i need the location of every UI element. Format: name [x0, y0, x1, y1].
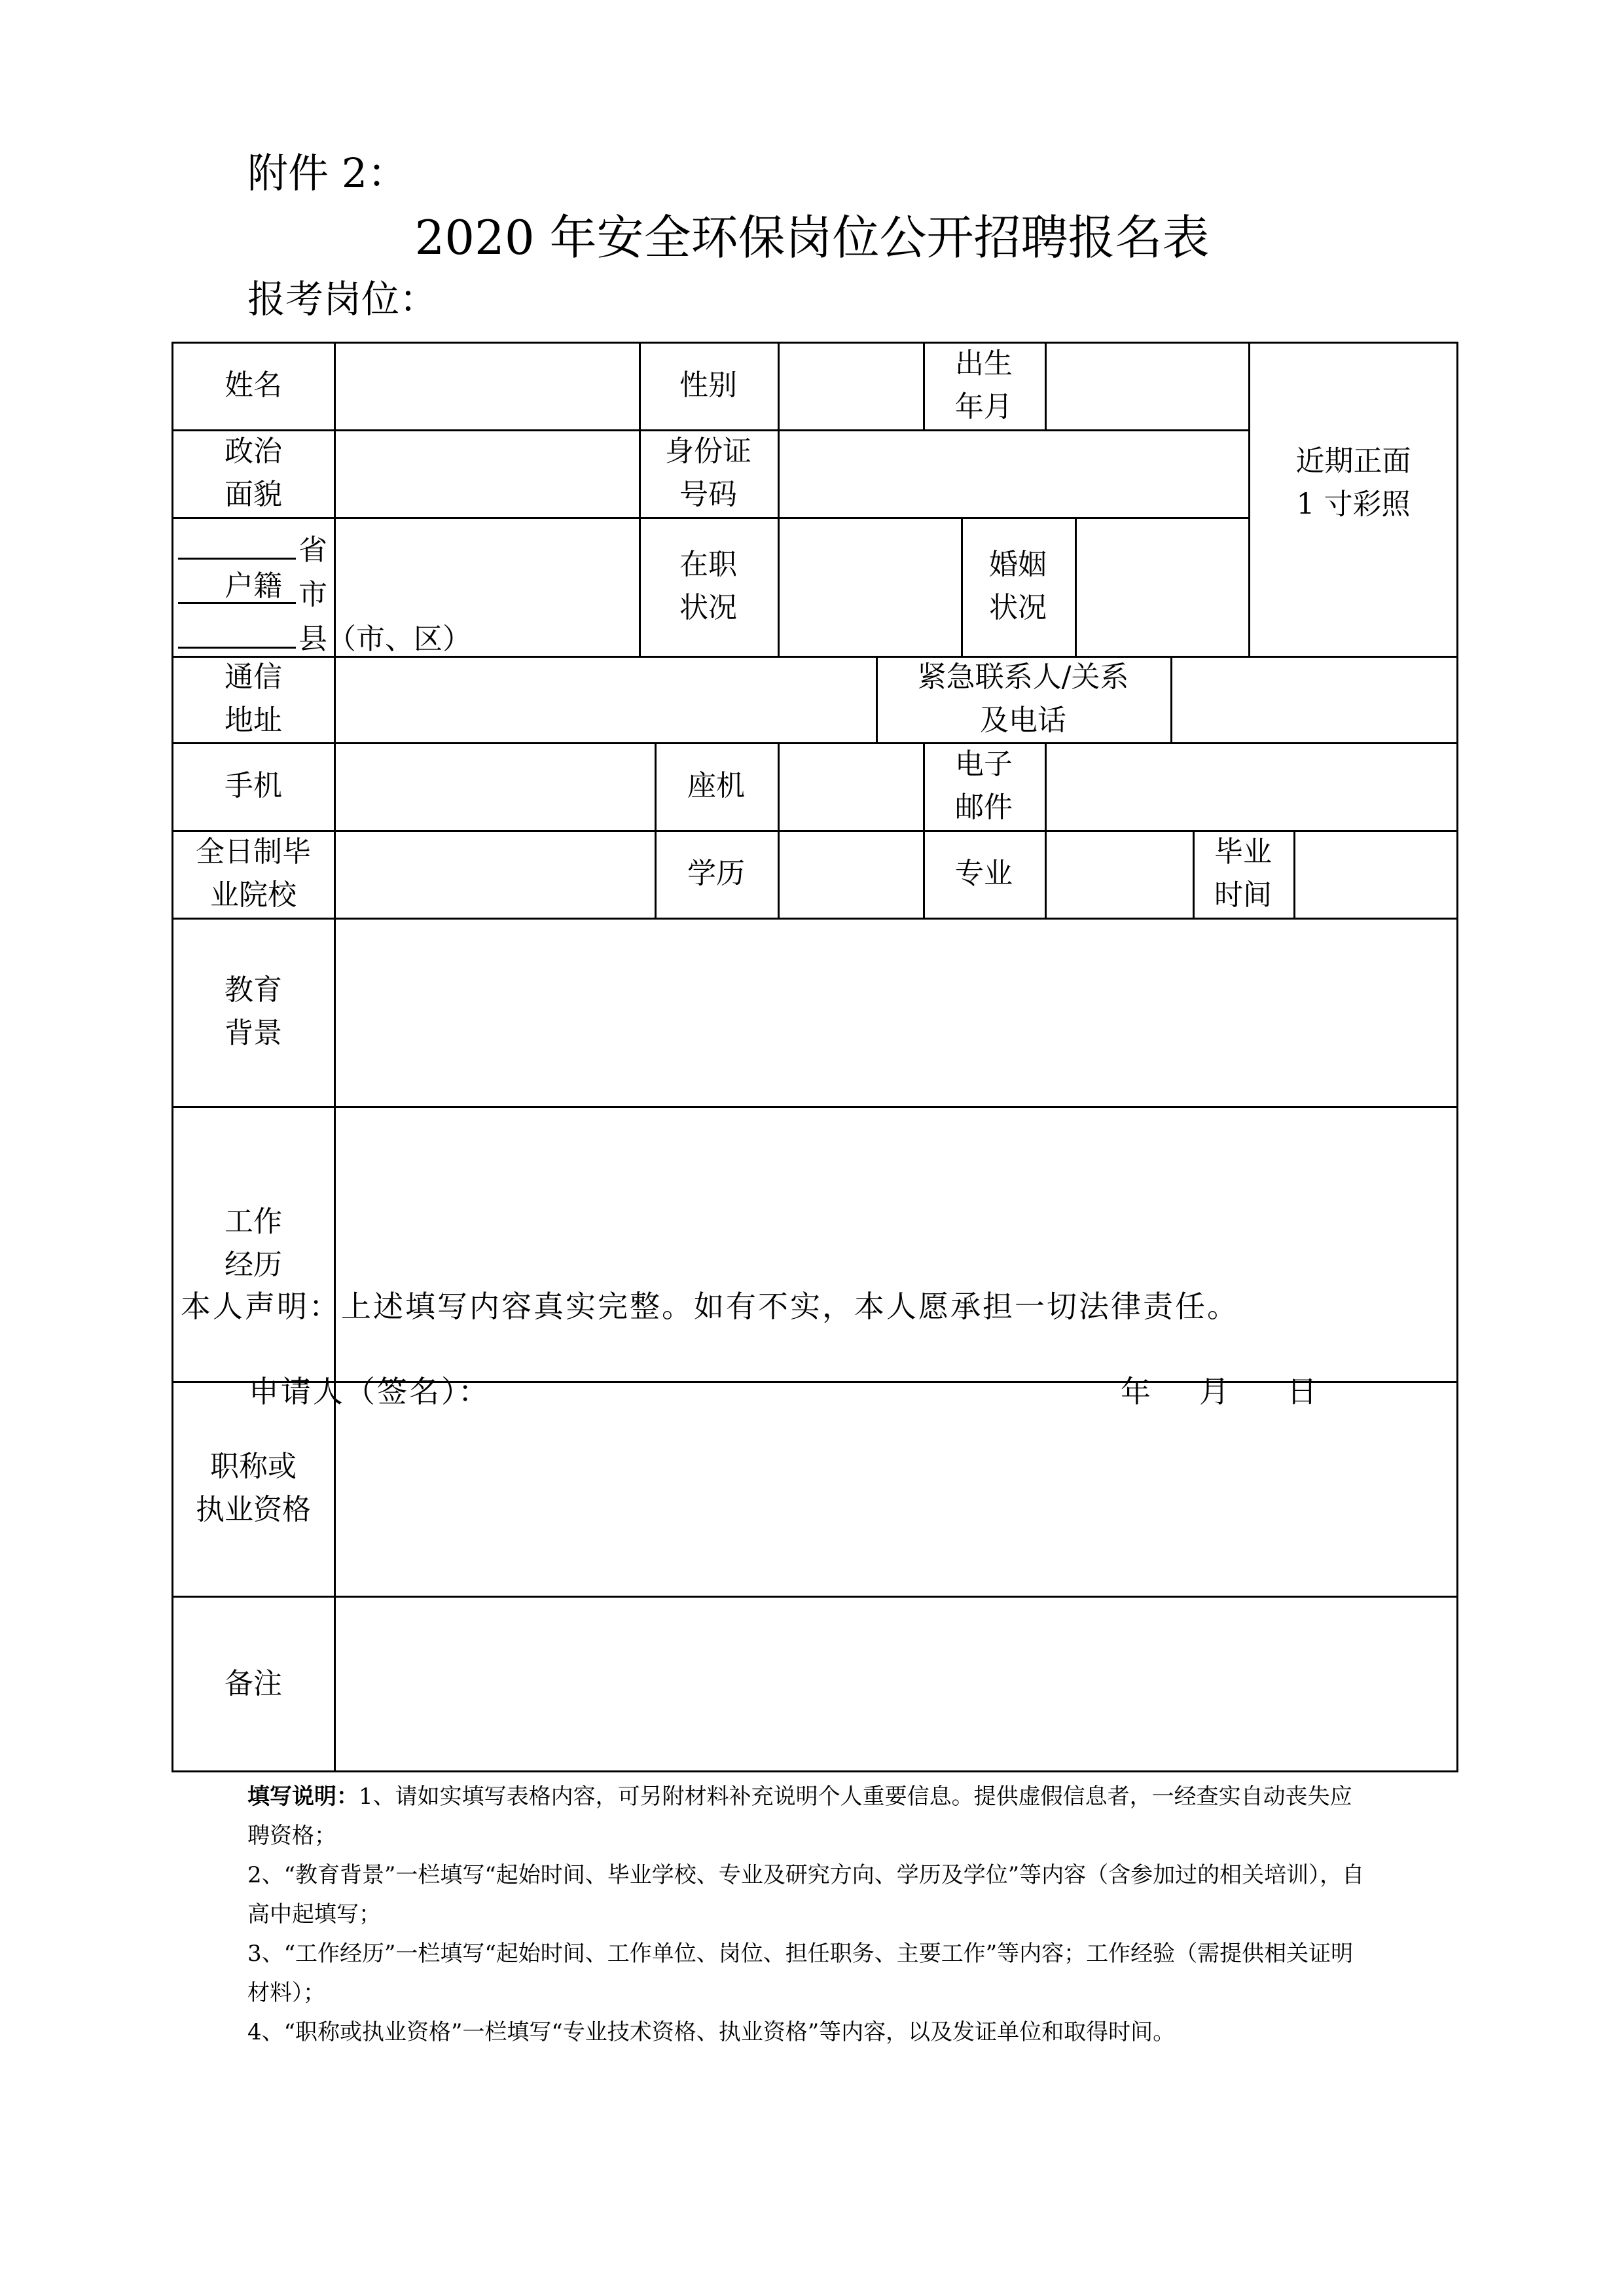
- birth-field[interactable]: [1045, 342, 1248, 429]
- label-work: [171, 1106, 335, 1381]
- label-email-line2: 邮件: [955, 791, 1013, 824]
- county-line: [178, 617, 471, 661]
- county-blank[interactable]: [178, 617, 296, 649]
- label-gender: 性别: [679, 368, 737, 402]
- id-number-field[interactable]: [778, 429, 1248, 517]
- label-major: 专业: [955, 857, 1013, 890]
- label-employment-line1: 在职: [679, 548, 737, 581]
- mobile-field[interactable]: [335, 742, 655, 830]
- label-emergency-line2: 及电话: [979, 704, 1066, 737]
- label-grad-line2: 时间: [1214, 878, 1272, 912]
- applied-position-label: 报考岗位：: [247, 277, 438, 321]
- label-id-line2: 号码: [679, 478, 737, 511]
- school-field[interactable]: [335, 830, 655, 918]
- label-marriage: [961, 517, 1075, 656]
- professional-title-field[interactable]: [335, 1381, 1458, 1596]
- label-grad-line1: 毕业: [1214, 835, 1272, 869]
- label-huji: 户籍: [225, 569, 282, 603]
- photo-box[interactable]: [1248, 342, 1458, 656]
- province-label: 省: [298, 533, 327, 567]
- label-school-line1: 全日制毕: [196, 835, 311, 869]
- label-employment-line2: 状况: [679, 591, 737, 624]
- province-blank[interactable]: [178, 528, 296, 560]
- instructions-lead: 填写说明：: [247, 1784, 359, 1810]
- label-address-line1: 通信: [225, 660, 282, 694]
- label-graduation: [1193, 830, 1293, 918]
- label-email: [923, 742, 1045, 830]
- date-year: 年: [1121, 1374, 1151, 1409]
- email-field[interactable]: [1045, 742, 1458, 830]
- label-title-line2: 执业资格: [196, 1493, 311, 1526]
- label-name: 姓名: [225, 368, 282, 402]
- label-id-number: [639, 429, 778, 517]
- education-field[interactable]: [335, 918, 1458, 1106]
- date-day: 日: [1287, 1374, 1317, 1409]
- label-birth-line2: 年月: [955, 390, 1013, 423]
- label-professional-title: [171, 1381, 335, 1596]
- emergency-field[interactable]: [1170, 656, 1458, 742]
- label-emergency: [876, 656, 1170, 742]
- province-line: [178, 528, 471, 572]
- label-work-line2: 经历: [225, 1248, 282, 1282]
- politics-field[interactable]: [335, 429, 639, 517]
- city-line: [178, 572, 471, 617]
- label-school: [171, 830, 335, 918]
- date-month: 月: [1199, 1374, 1229, 1409]
- label-school-line2: 业院校: [210, 878, 297, 912]
- form-title: 2020 年安全环保岗位公开招聘报名表: [414, 210, 1210, 265]
- label-degree: 学历: [687, 857, 745, 890]
- name-field[interactable]: [335, 342, 639, 429]
- label-address: [171, 656, 335, 742]
- label-politics-line1: 政治: [225, 435, 282, 468]
- label-work-line1: 工作: [225, 1205, 282, 1238]
- filling-instructions: [247, 1777, 1373, 2052]
- label-address-line2: 地址: [225, 704, 282, 737]
- label-mobile: 手机: [225, 769, 282, 802]
- photo-label-line2: 1 寸彩照: [1296, 488, 1411, 521]
- address-field[interactable]: [335, 656, 876, 742]
- instruction-2: 2、“教育背景”一栏填写“起始时间、毕业学校、专业及研究方向、学历及学位”等内容（含参加过的相关培训），自高中起填写；: [247, 1862, 1365, 1928]
- label-landline: 座机: [687, 769, 745, 802]
- label-marriage-line1: 婚姻: [989, 548, 1047, 581]
- major-field[interactable]: [1045, 830, 1193, 918]
- huji-field[interactable]: [178, 528, 471, 661]
- degree-field[interactable]: [778, 830, 923, 918]
- label-politics-line2: 面貌: [225, 478, 282, 511]
- instruction-1-text: 1、请如实填写表格内容，可另附材料补充说明个人重要信息。提供虚假信息者，一经查实自动丧失应聘资格；: [247, 1784, 1352, 1849]
- label-marriage-line2: 状况: [989, 591, 1047, 624]
- photo-label-line1: 近期正面: [1295, 444, 1411, 478]
- label-title-line1: 职称或: [210, 1450, 297, 1483]
- landline-field[interactable]: [778, 742, 923, 830]
- city-blank[interactable]: [178, 572, 296, 604]
- label-remarks: 备注: [225, 1667, 282, 1700]
- instruction-3: 3、“工作经历”一栏填写“起始时间、工作单位、岗位、担任职务、主要工作”等内容；工作经验（需提供相关证明材料）；: [247, 1941, 1354, 2006]
- graduation-field[interactable]: [1293, 830, 1458, 918]
- label-birth: [923, 342, 1045, 429]
- county-label: 县（市、区）: [298, 622, 471, 656]
- label-emergency-line1: 紧急联系人/关系: [917, 660, 1129, 694]
- label-education-line2: 背景: [225, 1016, 282, 1050]
- instruction-1: [247, 1777, 1373, 1856]
- gender-field[interactable]: [778, 342, 923, 429]
- row-line: [171, 1596, 1458, 1598]
- label-id-line1: 身份证: [665, 435, 751, 468]
- attachment-label: 附件 2：: [247, 149, 408, 197]
- signature-label: 申请人（签名）：: [249, 1374, 490, 1409]
- label-politics: [171, 429, 335, 517]
- instruction-4: 4、“职称或执业资格”一栏填写“专业技术资格、执业资格”等内容，以及发证单位和取得时间。: [247, 2019, 1176, 2045]
- city-label: 市: [298, 578, 327, 611]
- label-birth-line1: 出生: [955, 347, 1013, 380]
- work-field[interactable]: [335, 1106, 1458, 1381]
- table-border-bottom: [171, 1770, 1458, 1772]
- label-email-line1: 电子: [955, 747, 1013, 781]
- label-education-line1: 教育: [225, 973, 282, 1007]
- label-education: [171, 918, 335, 1106]
- employment-field[interactable]: [778, 517, 961, 656]
- label-employment: [639, 517, 778, 656]
- declaration-text: 本人声明：上述填写内容真实完整。如有不实，本人愿承担一切法律责任。: [181, 1289, 1239, 1324]
- marriage-field[interactable]: [1075, 517, 1248, 656]
